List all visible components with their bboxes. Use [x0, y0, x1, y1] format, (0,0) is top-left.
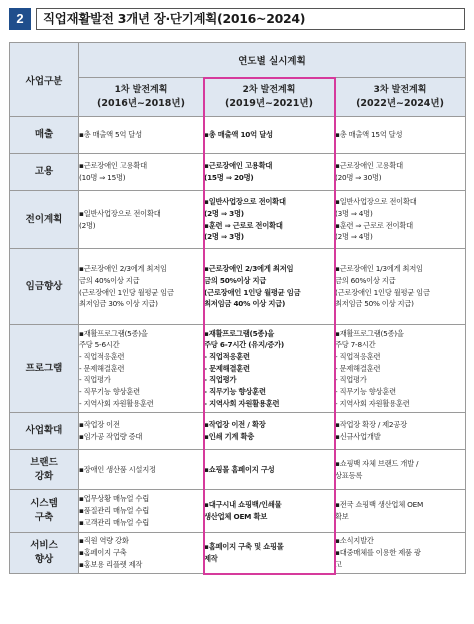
plan-item-line: (20명 ⇒ 30명)	[335, 173, 382, 182]
plan-item-line: (3명 ⇒ 4명)	[335, 208, 373, 218]
plan-item-line: 상표등록	[335, 470, 363, 480]
plan-item-line: (2명 ⇒ 3명)	[204, 232, 244, 242]
plan-item-line: ▪쇼핑몰 홈페이지 구성	[204, 464, 275, 474]
plan-item-line: ▪홈페이지 구축	[79, 548, 127, 558]
plan-item-line: ▪재활프로그램(5종)을	[79, 328, 148, 338]
plan-cell-phase-2	[204, 533, 335, 574]
plan-cell-phase-2	[204, 154, 335, 191]
row-label-line: 브랜드	[30, 456, 58, 468]
plan-item-line: - 지역사회 자원활용훈련	[335, 398, 410, 408]
plan-item-line: ▪일반사업장으로 전이확대	[204, 197, 286, 207]
plan-item-line: ▪장애인 생산품 시설지정	[79, 464, 156, 474]
plan-cell-phase-1	[79, 117, 204, 154]
plan-item-line: - 직업평가	[79, 375, 111, 385]
plan-item-line: ▪신규사업개발	[335, 432, 381, 441]
plan-item-line: 주당 6-7시간 (유지/증가)	[204, 340, 284, 350]
plan-item-line: 고	[335, 559, 342, 569]
plan-item-line: 금의 50%이상 지급	[204, 275, 267, 285]
plan-item-line: ▪고객관리 매뉴얼 수립	[79, 517, 150, 527]
plan-item-line: ▪총 매출액 10억 달성	[204, 130, 273, 140]
row-label	[10, 450, 79, 490]
row-label	[10, 533, 79, 574]
table-row	[10, 413, 466, 450]
plan-cell-phase-3	[335, 117, 466, 154]
plan-item-line: (10명 ⇒ 15명)	[79, 173, 126, 182]
plan-item-line: ▪작업장 이전	[79, 420, 120, 430]
plan-cell-phase-2	[204, 117, 335, 154]
plan-item-line: ▪총 매출액 15억 달성	[335, 130, 403, 140]
plan-cell-phase-2	[204, 450, 335, 490]
phase-name: 1차 발전계획	[114, 85, 168, 95]
plan-item-line: - 직업적응훈련	[79, 351, 125, 361]
plan-cell-phase-3	[335, 490, 466, 533]
plan-cell-phase-2	[204, 325, 335, 413]
plan-item-line: - 직무기능 향상훈련	[79, 387, 140, 397]
plan-item-line: (2명 ⇒ 4명)	[335, 232, 373, 242]
plan-item-line: ▪일반사업장으로 전이확대	[335, 197, 417, 207]
plan-item-line: ▪대중매체를 이용한 제품 광	[335, 548, 421, 558]
plan-cell-phase-1	[79, 450, 204, 490]
corner-header: 사업구분	[10, 43, 79, 117]
plan-item-line: ▪작업장 확장 / 제2공장	[335, 420, 407, 430]
plan-item-line: ▪재활프로그램(5종)을	[335, 328, 404, 338]
plan-item-line: - 문제해결훈련	[335, 363, 381, 373]
plan-item-line: ▪홈페이지 구축 및 쇼핑몰	[204, 542, 284, 552]
plan-item-line: - 문제해결훈련	[79, 363, 125, 373]
section-number: 2	[9, 8, 31, 30]
plan-item-line: - 지역사회 자원활용훈련	[79, 398, 154, 408]
plan-item-line: (근로장애인 1인당 월평균 임금	[79, 287, 174, 297]
table-row	[10, 450, 466, 490]
row-label-line: 전이계획	[25, 213, 63, 225]
plan-item-line: - 직업평가	[204, 375, 237, 385]
plan-item-line: 금의 60%이상 지급	[335, 275, 396, 285]
phase-period: (2019년~2021년)	[225, 98, 313, 109]
plan-item-line: ▪근로장애인 2/3에게 최저임	[204, 264, 294, 274]
row-label-line: 구축	[34, 512, 54, 523]
section-title-box	[36, 8, 465, 30]
row-label-line: 매출	[34, 129, 54, 140]
row-label-line: 사업확대	[25, 425, 63, 436]
plan-item-line: 제작	[204, 554, 218, 563]
phase-header-1	[79, 78, 204, 117]
section-header	[9, 8, 465, 30]
row-label	[10, 154, 79, 191]
plan-item-line: ▪홍보용 리플렛 제작	[79, 559, 143, 569]
plan-item-line: (2명)	[79, 220, 96, 230]
plan-table	[9, 42, 466, 574]
plan-cell-phase-3	[335, 325, 466, 413]
plan-cell-phase-1	[79, 413, 204, 450]
plan-item-line: ▪훈련 ⇒ 근로로 전이확대	[335, 220, 413, 230]
phase-header-2	[204, 78, 335, 117]
table-row	[10, 490, 466, 533]
plan-item-line: - 지역사회 자원활용훈련	[204, 398, 280, 408]
plan-item-line: (2명 ⇒ 3명)	[204, 208, 244, 218]
plan-item-line: ▪품질관리 매뉴얼 수립	[79, 506, 150, 516]
plan-item-line: ▪쇼핑백 자체 브랜드 개발 /	[335, 458, 419, 468]
plan-table-body	[10, 117, 466, 574]
row-label-line: 향상	[34, 554, 54, 565]
plan-item-line: (근로장애인 1인당 월평균 임금	[335, 287, 430, 297]
plan-item-line: 최저임금 40% 이상 지급)	[204, 299, 286, 309]
row-label-line: 고용	[34, 166, 54, 177]
plan-item-line: ▪근로장애인 고용확대	[79, 161, 147, 171]
plan-item-line: 최저임금 30% 이상 지급)	[79, 299, 158, 309]
phase-period: (2022년~2024년)	[356, 98, 444, 109]
plan-item-line: - 직무기능 향상훈련	[335, 387, 396, 397]
plan-cell-phase-3	[335, 533, 466, 574]
plan-cell-phase-2	[204, 249, 335, 325]
plan-cell-phase-3	[335, 154, 466, 191]
plan-item-line: (근로장애인 1인당 월평균 임금	[204, 287, 301, 297]
plan-cell-phase-3	[335, 413, 466, 450]
table-row	[10, 191, 466, 249]
plan-item-line: ▪일반사업장으로 전이확대	[79, 208, 161, 218]
plan-item-line: ▪근로장애인 고용확대	[204, 161, 273, 171]
section-title: 직업재활발전 3개년 장·단기계획(2016~2024)	[43, 11, 306, 26]
plan-item-line: ▪근로장애인 고용확대	[335, 161, 403, 171]
row-label	[10, 413, 79, 450]
row-label-line: 프로그램	[25, 362, 63, 374]
row-label	[10, 191, 79, 249]
plan-item-line: 확보	[335, 512, 349, 521]
plan-cell-phase-2	[204, 191, 335, 249]
phase-name: 2차 발전계획	[242, 85, 296, 95]
plan-cell-phase-3	[335, 450, 466, 490]
row-label-line: 시스템	[30, 498, 58, 509]
plan-item-line: ▪근로장애인 1/3에게 최저임	[335, 264, 423, 274]
plan-item-line: ▪총 매출액 5억 달성	[79, 130, 142, 140]
row-label-line: 서비스	[30, 540, 58, 551]
plan-item-line: 금의 40%이상 지급	[79, 275, 140, 285]
plan-item-line: 주당 7-8시간	[335, 340, 376, 350]
plan-item-line: ▪근로장애인 2/3에게 최저임	[79, 264, 167, 274]
plan-cell-phase-3	[335, 191, 466, 249]
plan-item-line: ▪재활프로그램(5종)을	[204, 328, 275, 338]
table-row	[10, 249, 466, 325]
phase-period: (2016년~2018년)	[97, 98, 185, 109]
table-row	[10, 154, 466, 191]
plan-cell-phase-1	[79, 533, 204, 574]
plan-item-line: 주당 5-6시간	[79, 340, 120, 350]
row-label	[10, 325, 79, 413]
plan-item-line: ▪전국 쇼핑백 생산업체 OEM	[335, 500, 423, 510]
plan-item-line: - 직업적응훈련	[335, 351, 381, 361]
plan-cell-phase-1	[79, 154, 204, 191]
plan-item-line: ▪소식지발간	[335, 536, 374, 546]
phase-name: 3차 발전계획	[373, 85, 427, 95]
plan-item-line: ▪훈련 ⇒ 근로로 전이확대	[204, 220, 283, 230]
phase-header-3	[335, 78, 466, 117]
plan-cell-phase-2	[204, 413, 335, 450]
plan-item-line: - 문제해결훈련	[204, 363, 250, 373]
plan-item-line: ▪대구시내 쇼핑백/인쇄물	[204, 500, 282, 510]
table-row	[10, 117, 466, 154]
plan-cell-phase-3	[335, 249, 466, 325]
plan-cell-phase-2	[204, 490, 335, 533]
row-label	[10, 249, 79, 325]
plan-item-line: 생산업체 OEM 확보	[204, 512, 268, 521]
plan-item-line: - 직업평가	[335, 375, 367, 385]
plan-item-line: ▪작업장 이전 / 확장	[204, 420, 266, 430]
plan-item-line: - 직업적응훈련	[204, 351, 250, 361]
row-label-line: 임금향상	[25, 280, 63, 292]
plan-cell-phase-1	[79, 490, 204, 533]
plan-cell-phase-1	[79, 325, 204, 413]
plan-item-line: (15명 ⇒ 20명)	[204, 173, 254, 182]
plan-item-line: ▪인쇄 기계 확충	[204, 432, 255, 441]
table-row	[10, 325, 466, 413]
plan-cell-phase-1	[79, 249, 204, 325]
plan-item-line: 최저임금 50% 이상 지급)	[335, 299, 414, 309]
row-label	[10, 490, 79, 533]
row-label	[10, 117, 79, 154]
plan-item-line: - 직무기능 향상훈련	[204, 387, 266, 397]
plan-cell-phase-1	[79, 191, 204, 249]
plan-item-line: ▪업무상황 매뉴얼 수립	[79, 494, 150, 504]
plan-item-line: ▪직원 역량 강화	[79, 536, 129, 546]
row-label-line: 강화	[34, 470, 54, 482]
table-row	[10, 533, 466, 574]
group-header: 연도별 실시계획	[79, 43, 466, 78]
plan-item-line: ▪임가공 작업량 증대	[79, 432, 143, 441]
